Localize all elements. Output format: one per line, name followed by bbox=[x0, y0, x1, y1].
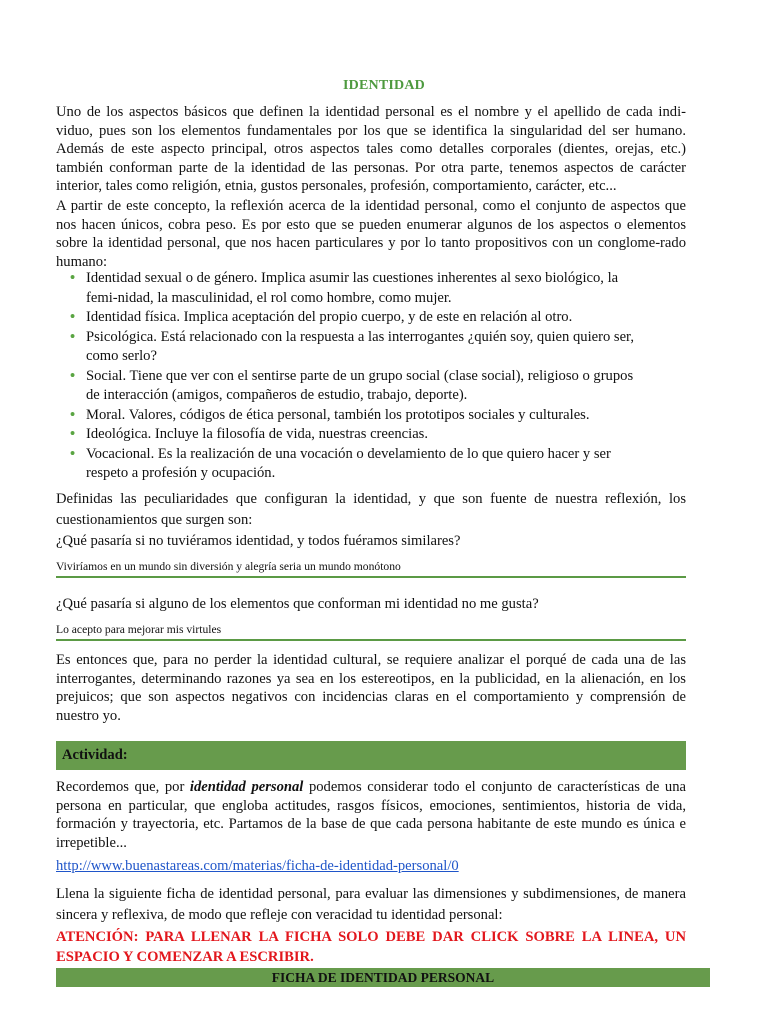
instruction-paragraph: Llena la siguiente ficha de identidad personal, para evaluar las dimensiones y subdimensiones, de manera sincera y reflexiva, de modo que refleje con veracidad tu identidad personal: bbox=[56, 886, 686, 923]
identity-aspects-list bbox=[70, 269, 680, 484]
list-item bbox=[70, 406, 680, 426]
conclusion-paragraph: Es entonces que, para no perder la identidad cultural, se requiere analizar el porqué de cada una de las interrogantes, determinando razones ya sea en los estereotipos, en la publicidad, en la alienación, en los prejuicos; que son aspectos negativos con incidencias claras en el comportamiento y comprensión de nuestro yo. bbox=[56, 652, 686, 724]
identity-emphasis: identidad personal bbox=[189, 779, 304, 795]
question-1: ¿Qué pasaría si no tuviéramos identidad, y todos fuéramos similares? bbox=[56, 533, 461, 549]
list-item-text: Ideológica. Incluye la filosofía de vida, nuestras creencias. bbox=[86, 426, 428, 442]
bullet-icon: • bbox=[70, 270, 76, 286]
reference-link[interactable]: http://www.buenastareas.com/materias/ficha-de-identidad-personal/0 bbox=[56, 858, 459, 874]
list-item-text: de interacción (amigos, compañeros de estudio, trabajo, deporte). bbox=[86, 387, 468, 403]
list-item-text: Vocacional. Es la realización de una vocación o develamiento de lo que quiero hacer y ser bbox=[86, 445, 611, 462]
list-item-text: Identidad física. Implica aceptación del propio cuerpo, y de este en relación al otro. bbox=[86, 309, 573, 325]
activity-text-start: Recordemos que, por bbox=[56, 779, 190, 795]
list-item bbox=[70, 328, 680, 367]
list-item-text: respeto a profesión y ocupación. bbox=[86, 465, 276, 481]
warning-notice: ATENCIÓN: PARA LLENAR LA FICHA SOLO DEBE DAR CLICK SOBRE LA LINEA, UN ESPACIO Y COMENZAR A ESCRIBIR. bbox=[56, 929, 686, 965]
page-title: IDENTIDAD bbox=[343, 78, 425, 93]
list-item bbox=[70, 269, 680, 308]
answer-1-field[interactable]: Viviríamos en un mundo sin diversión y alegría seria un mundo monótono bbox=[56, 560, 686, 578]
list-item-text: femi-nidad, la masculinidad, el rol como hombre, como mujer. bbox=[86, 289, 452, 306]
list-item-text: Moral. Valores, códigos de ética personal, también los prototipos sociales y culturales. bbox=[86, 406, 590, 423]
reflection-paragraph: Definidas las peculiaridades que configuran la identidad, y que son fuente de nuestra reflexión, los cuestionamientos que surgen son: bbox=[56, 491, 686, 528]
bullet-icon: • bbox=[70, 367, 76, 384]
ficha-title-bar: FICHA DE IDENTIDAD PERSONAL bbox=[56, 968, 710, 987]
bullet-icon: • bbox=[70, 426, 76, 442]
intro-paragraph: Uno de los aspectos básicos que definen la identidad personal es el nombre y el apellido de cada indi- viduo, pues son los elementos fundamentales por los que se identifica la singularidad del ser humano. Además de este aspecto principal, otros aspectos tales como detalles corporales (dientes, orejas, etc.) también conforman parte de la identidad de las personas. Por otra parte, tenemos aspectos de carácter interior, tales como religión, etnia, gustos personales, profesión, comportamiento, carácter, etc... bbox=[56, 104, 686, 194]
list-item-text: Psicológica. Está relacionado con la respuesta a las interrogantes ¿quién soy, quien quiero ser, bbox=[86, 328, 634, 345]
bullet-icon: • bbox=[70, 309, 76, 325]
bullet-icon: • bbox=[70, 328, 76, 345]
activity-text-rest: podemos considerar todo el conjunto de características de una persona en particular, que engloba actitudes, rasgos físicos, emociones, sentimientos, historia de vida, formación y trayectoria, etc. Partamos de la base de que cada persona habitante de este mundo es única e irrepetible... bbox=[56, 779, 686, 851]
list-item-text: Social. Tiene que ver con el sentirse parte de un grupo social (clase social), religioso o grupos bbox=[86, 367, 634, 384]
bullet-icon: • bbox=[70, 445, 76, 462]
list-item bbox=[70, 367, 680, 406]
list-item bbox=[70, 308, 680, 328]
list-item-text: Identidad sexual o de género. Implica asumir las cuestiones inherentes al sexo biológico, la bbox=[86, 270, 619, 286]
question-2: ¿Qué pasaría si alguno de los elementos que conforman mi identidad no me gusta? bbox=[56, 596, 539, 612]
concept-paragraph: A partir de este concepto, la reflexión acerca de la identidad personal, como el conjunto de aspectos que nos hacen únicos, cobra peso. Es por esto que se pueden enumerar algunos de los aspectos o elementos sobre la identidad personal, que nos hacen particulares y por lo tanto propositivos con un conglome-rado humano: bbox=[56, 198, 686, 270]
reference-link-line bbox=[56, 857, 686, 876]
answer-2-field[interactable]: Lo acepto para mejorar mis virtules bbox=[56, 623, 686, 641]
list-item bbox=[70, 445, 680, 484]
bullet-icon: • bbox=[70, 406, 76, 423]
activity-paragraph bbox=[56, 778, 686, 852]
activity-header: Actividad: bbox=[56, 741, 686, 770]
list-item bbox=[70, 425, 680, 445]
list-item-text: como serlo? bbox=[86, 348, 157, 364]
